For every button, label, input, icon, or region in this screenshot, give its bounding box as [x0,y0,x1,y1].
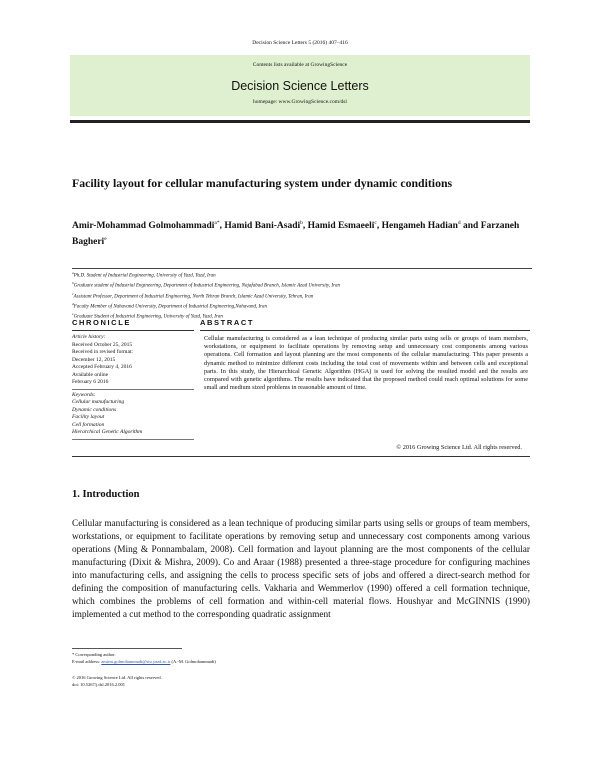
chronicle-heading: CHRONICLE [72,318,131,327]
abstract-bottom-divider [72,456,530,457]
footnotes [72,652,216,665]
email-link[interactable]: amirm.golmohammadi@stu.yazd.ac.ir [101,658,171,664]
affiliation-item [72,311,532,321]
affiliation-text: Graduate student of Industrial Engineering, Department of Industrial Engineering, Najafabad Branch, Islamic Azad University, Iran [73,283,341,289]
introduction-heading: 1. Introduction [72,489,140,500]
keyword-item: Hierarchical Genetic Algorithm [72,429,143,435]
abstract-copyright: © 2016 Growing Science Ltd. All rights reserved. [396,444,522,451]
history-line: Received in revised format: [72,349,133,355]
affiliation-mark: c [72,291,74,296]
article-info-box [72,334,194,442]
contents-available-text: Contents lists available at GrowingScience [252,62,348,68]
author-name: Hengameh Hadian [381,221,458,232]
history-line: February 6 2016 [72,379,109,385]
banner-divider [70,120,530,123]
affiliation-text: Ph.D. Student of Industrial Engineering, University of Yazd, Yazd, Iran [73,273,216,279]
info-box-divider [72,389,194,390]
abstract-text: Cellular manufacturing is considered as a lean technique of producing similar parts using sells or groups of team members, workstations, or equipment to facilitate operations by removing setup and unnecessary cost components among various operations. Cell formation and layout planning are the most components of the cellular manufacturing. This paper presents a dynamic method to minimize different costs including the total cost of movements within and between cells and exceptional parts. In this study, the Hierarchical Genetic Algorithm (HGA) is used for solving the resulted model and the results are compared with genetic algorithms. The results have indicated that the proposed method could reach optimal solutions for some small and medium sized problems in reasonable amount of time. [204,335,528,392]
keyword-item: Facility layout [72,414,105,420]
history-line: Available online [72,371,109,378]
keyword-item: Cellular manufacturing [72,399,125,405]
keyword-item: Dynamic conditions [72,406,117,413]
keywords-label: Keywords: [72,391,96,398]
affiliation-mark: b [72,281,74,286]
affiliation-item [72,301,532,311]
affiliation-mark: a [72,271,74,275]
author-separator: , [376,221,382,232]
email-label: E-mail address: [72,658,101,664]
affiliation-mark: d [72,301,74,306]
affiliation-item [72,280,532,290]
history-label: Article history: [72,334,106,340]
introduction-body: Cellular manufacturing is considered as a lean technique of producing similar parts using sells or groups of team members, workstations, or equipment to facilitate operations by removing setup and unnecessary cost components among various operations (Ming & Ponnambalam, 2008). Cell formation and layout planning are the most components of the cellular manufacturing (Dixit & Mishra, 2009). Co and Araar (1988) presented a three-stage procedure for configuring machines into manufacturing cells, and assigning the cells to process specific sets of jobs and offered a direct-search method for defining the composition of manufacturing cells. Vakharia and Wemmerlov (1990) offered a cell formation technique, which combines the problems of cell formation and within-cell material flows. Houshyar and McGINNIS (1990) implemented a cut method to the corresponding quadratic assignment [72,519,530,620]
journal-banner [70,55,530,116]
author-affiliation-mark: e [104,236,107,243]
author-affiliation-mark: b [300,220,303,226]
affiliation-item [72,270,532,280]
footnote-divider [72,648,182,649]
journal-title[interactable]: Decision Science Letters [231,79,369,93]
affiliation-text: Graduate Student of Industrial Engineering, University of Yazd, Yazd, Iran [73,314,223,320]
rights-text: © 2016 Growing Science Ltd. All rights reserved. [72,675,162,680]
corresponding-author-note: * Corresponding author. [72,652,116,657]
affiliation-text: Assistant Professor, Department of Industrial Engineering, North Tehran Branch, Islamic Azad University, Tehran, Iran [73,294,314,300]
abstract-heading: ABSTRACT [200,318,255,327]
author-separator: , [219,221,225,232]
author-name: Farzaneh Bagheri [72,221,520,248]
author-affiliation-mark: d [457,220,461,226]
author-affiliation-mark: a* [214,220,220,226]
doi-text[interactable]: doi: 10.5267/j.dsl.2016.2.001 [72,681,126,687]
author-name: Hamid Esmaeeli [307,221,375,232]
paper-title: Facility layout for cellular manufacturing system under dynamic conditions [72,176,453,190]
author-separator: and [460,221,481,232]
author-list [72,217,532,249]
info-box-divider [72,439,194,440]
chronicle-divider [72,330,194,331]
email-line [72,659,216,666]
journal-reference: Decision Science Letters 5 (2016) 407–416 [252,40,348,46]
author-separator: , [302,221,308,232]
history-line: Received October 25, 2015 [72,341,133,348]
affiliation-divider [72,268,532,269]
author-affiliation-mark: c [374,220,377,226]
publication-rights [72,675,162,688]
affiliation-list [72,270,532,321]
author-name: Hamid Bani-Asadi [224,221,301,232]
email-owner: (A.-M. Golmohammadi) [171,658,216,664]
journal-homepage-link[interactable]: homepage: www.GrowingScience.com/dsl [253,99,347,105]
history-line: December 12, 2015 [72,356,116,363]
affiliation-text: Faculty Member of Nahavand University, Department of Industrial Engineering,Nahavand, Iran [73,304,268,310]
keyword-item: Cell formation [72,421,105,428]
author-name: Amir-Mohammad Golmohammadi [72,221,215,232]
affiliation-mark: e [72,312,74,316]
abstract-divider [200,330,530,331]
history-line: Accepted February 4, 2016 [72,364,132,370]
affiliation-item [72,291,532,301]
